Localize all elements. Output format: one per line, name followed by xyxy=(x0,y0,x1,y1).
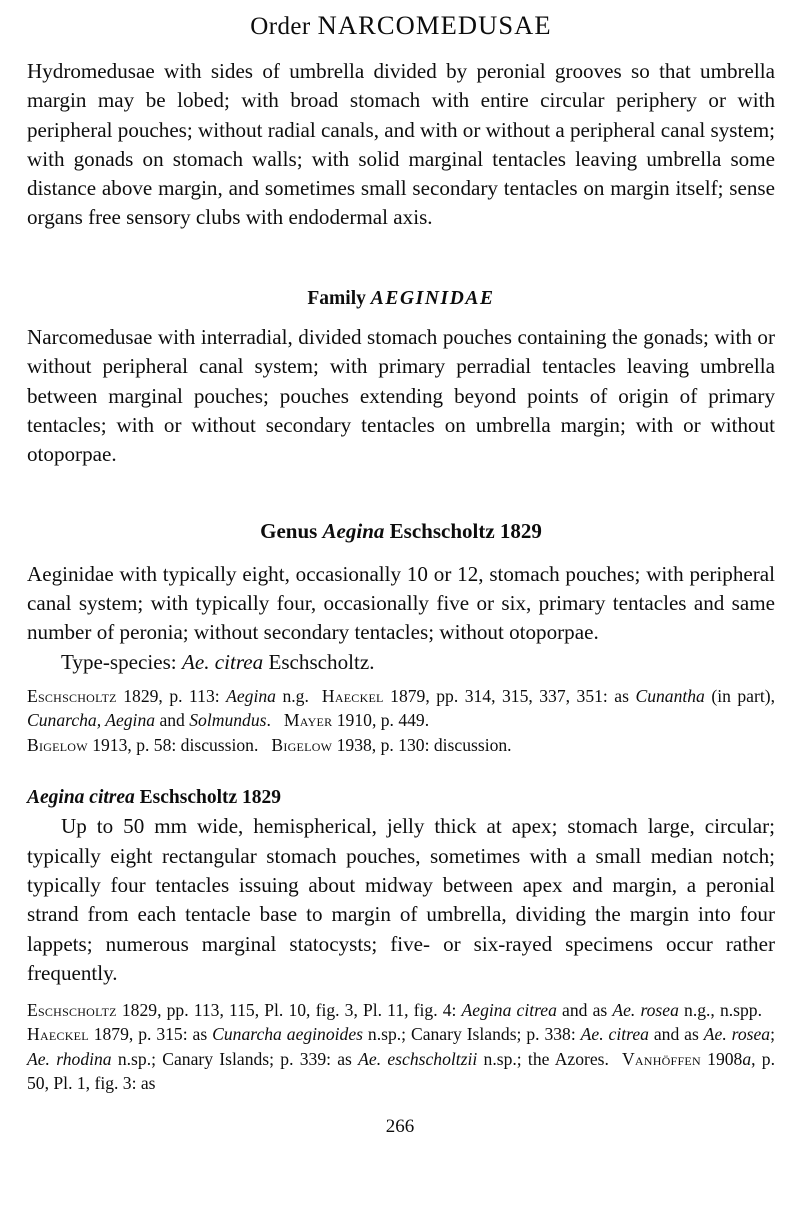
page-number: 266 xyxy=(385,1116,415,1137)
reference-author: Haeckel xyxy=(27,1024,89,1045)
spacer xyxy=(27,42,775,57)
reference-detail: 1829, p. 113: xyxy=(116,686,227,707)
reference-taxon: Solmundus xyxy=(189,710,267,731)
reference-taxon: Aegina citrea xyxy=(461,1000,557,1021)
reference-detail: 1910, p. 449. xyxy=(332,710,430,731)
spacer xyxy=(27,233,775,287)
reference-detail: 1829, pp. 113, 115, Pl. 10, fig. 3, Pl. 11, fig. 4: xyxy=(116,1000,462,1021)
genus-name: Aegina xyxy=(322,518,385,543)
genus-references xyxy=(27,684,775,757)
type-species-name: Ae. citrea xyxy=(181,649,264,674)
reference-taxon: Ae. citrea xyxy=(580,1024,649,1045)
reference-detail: 1879, pp. 314, 315, 337, 351: as xyxy=(383,686,636,707)
reference-detail: 1879, p. 315: as xyxy=(88,1024,213,1045)
reference-detail: 1908 xyxy=(700,1048,743,1069)
reference-taxon: Ae. rosea xyxy=(612,1000,679,1021)
reference-detail: (in part), xyxy=(704,686,775,707)
type-species-line xyxy=(27,648,775,677)
spacer xyxy=(27,677,775,684)
reference-author: Eschscholtz xyxy=(27,686,117,707)
reference-taxon: Cunarcha, Aegina xyxy=(27,710,156,731)
order-heading xyxy=(27,8,775,42)
reference-year-suffix: a xyxy=(742,1048,752,1069)
reference-detail: and xyxy=(155,710,190,731)
species-description: Up to 50 mm wide, hemispherical, jelly thick at apex; stomach large, circular; typically eight rectangular stomach pouches, sometimes with a small median notch; typically four tentacles issuing about midway between apex and margin, a peronial strand from each tentacle base to margin of umbrella, dividing the margin into four lappets; numerous marginal statocysts; five- or six-rayed specimens occur rather frequently. xyxy=(27,814,775,985)
reference-detail: and as xyxy=(556,1000,613,1021)
reference-taxon: Ae. eschscholtzii xyxy=(358,1048,478,1069)
type-species-authority: Eschscholtz. xyxy=(268,649,375,674)
reference-detail: ; xyxy=(770,1024,775,1045)
reference-detail: n.sp.; the Azores. xyxy=(477,1048,609,1069)
spacer xyxy=(27,311,775,323)
reference-author: Bigelow xyxy=(27,734,88,755)
family-description: Narcomedusae with interradial, divided stomach pouches containing the gonads; with or without peripheral canal system; with primary perradial tentacles leaving umbrella between marginal pouches; pouches extending beyond points of origin of primary tentacles; with or without secondary tentacles on umbrella margin; with or without otoporpae. xyxy=(27,325,775,467)
order-description: Hydromedusae with sides of umbrella divided by peronial grooves so that umbrella margin may be lobed; with broad stomach with entire circular periphery or with peripheral pouches; without radial canals, and with or without a peripheral canal system; with gonads on stomach walls; with solid marginal tentacles leaving umbrella some distance above margin, and sometimes small secondary tentacles on margin itself; sense organs free sensory clubs with endodermal axis. xyxy=(27,59,776,230)
family-label: Family xyxy=(307,287,366,309)
reference-taxon: Ae. rhodina xyxy=(27,1048,112,1069)
reference-taxon: Aegina xyxy=(226,686,276,707)
order-label: Order xyxy=(250,13,311,40)
genus-description: Aeginidae with typically eight, occasionally 10 or 12, stomach pouches; with peripheral canal system; with typically four, occasionally five or six, primary tentacles and same number of peronia; without secondary tentacles; without otoporpae. xyxy=(27,561,775,645)
spacer xyxy=(27,757,775,785)
reference-detail: . xyxy=(266,710,271,731)
reference-taxon: Cunarcha aeginoides xyxy=(212,1024,363,1045)
reference-taxon: Ae. rosea xyxy=(703,1024,771,1045)
type-species-label: Type-species: xyxy=(61,649,177,674)
reference-author: Eschscholtz xyxy=(27,1000,117,1021)
genus-label: Genus xyxy=(260,518,318,543)
reference-taxon: Cunantha xyxy=(635,686,705,707)
order-name: NARCOMEDUSAE xyxy=(317,10,552,40)
reference-detail: and as xyxy=(648,1024,704,1045)
species-heading xyxy=(27,785,775,810)
reference-author: Haeckel xyxy=(321,686,384,707)
page-content xyxy=(27,0,775,1095)
family-name: AEGINIDAE xyxy=(370,287,495,309)
reference-detail: 1938, p. 130: discussion. xyxy=(332,734,512,755)
genus-authority: Eschscholtz 1829 xyxy=(389,518,542,543)
species-authority: Eschscholtz 1829 xyxy=(139,786,282,808)
spacer xyxy=(27,470,775,518)
spacer xyxy=(27,988,775,998)
reference-detail: , p. 50, Pl. 1, fig. 3: as xyxy=(27,1048,776,1093)
species-references xyxy=(27,998,775,1095)
reference-detail: n.g., n.spp. xyxy=(678,1000,762,1021)
family-heading xyxy=(27,287,775,311)
genus-heading xyxy=(27,518,775,544)
reference-detail: n.g. xyxy=(275,686,309,707)
reference-author: Bigelow xyxy=(271,734,333,755)
species-name: Aegina citrea xyxy=(27,786,135,808)
reference-detail: 1913, p. 58: discussion. xyxy=(87,734,259,755)
spacer xyxy=(27,544,775,560)
reference-detail: n.sp.; Canary Islands; p. 338: xyxy=(363,1024,581,1045)
reference-author: Vanhöffen xyxy=(621,1048,701,1069)
reference-author: Mayer xyxy=(283,710,333,731)
reference-detail: n.sp.; Canary Islands; p. 339: as xyxy=(111,1048,359,1069)
